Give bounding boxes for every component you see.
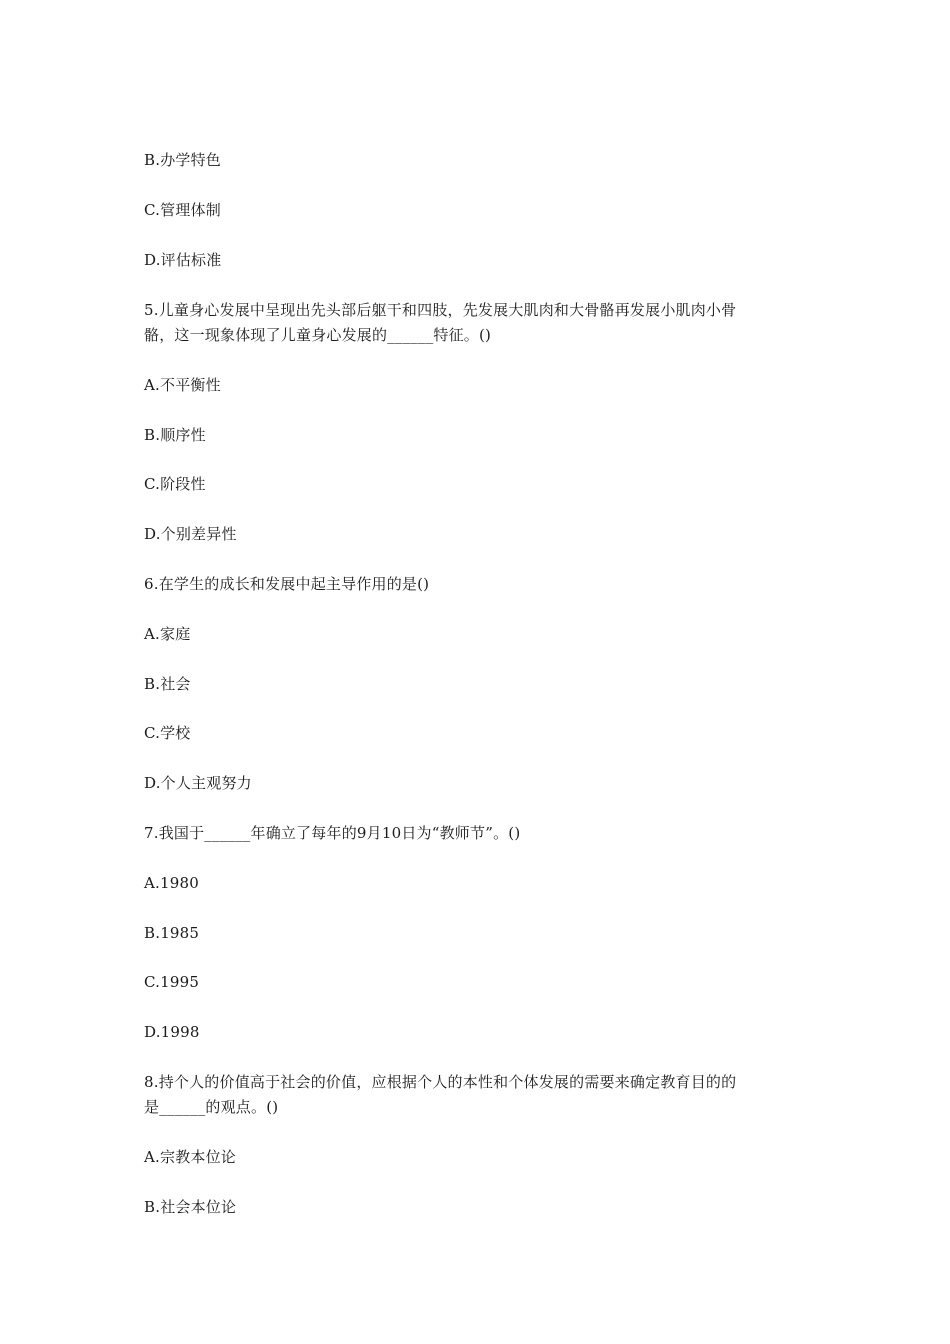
question-5-line-2: 骼，这一现象体现了儿童身心发展的______特征。()	[144, 326, 492, 344]
question-6: 6.在学生的成长和发展中起主导作用的是()	[144, 575, 430, 593]
option-7c: C.1995	[144, 973, 200, 991]
question-5-line-1: 5.儿童身心发展中呈现出先头部后躯干和四肢，先发展大肌肉和大骨骼再发展小肌肉小骨	[144, 301, 737, 319]
option-7b: B.1985	[144, 924, 200, 942]
option-5a: A.不平衡性	[144, 376, 221, 394]
option-8b: B.社会本位论	[144, 1198, 237, 1216]
option-8a: A.宗教本位论	[144, 1148, 237, 1166]
option-5d: D.个别差异性	[144, 525, 237, 543]
option-6b: B.社会	[144, 675, 191, 693]
question-8-line-2: 是______的观点。()	[144, 1098, 279, 1116]
option-7a: A.1980	[144, 874, 199, 892]
option-4b: B.办学特色	[144, 151, 221, 169]
option-6c: C.学校	[144, 724, 191, 742]
option-6a: A.家庭	[144, 625, 191, 643]
option-4d: D.评估标准	[144, 251, 222, 269]
option-6d: D.个人主观努力	[144, 774, 252, 792]
option-7d: D.1998	[144, 1023, 200, 1041]
option-4c: C.管理体制	[144, 201, 221, 219]
question-7: 7.我国于______年确立了每年的9月10日为“教师节”。()	[144, 824, 521, 842]
question-8-line-1: 8.持个人的价值高于社会的价值，应根据个人的本性和个体发展的需要来确定教育目的的	[144, 1073, 737, 1091]
option-5c: C.阶段性	[144, 475, 206, 493]
option-5b: B.顺序性	[144, 426, 206, 444]
